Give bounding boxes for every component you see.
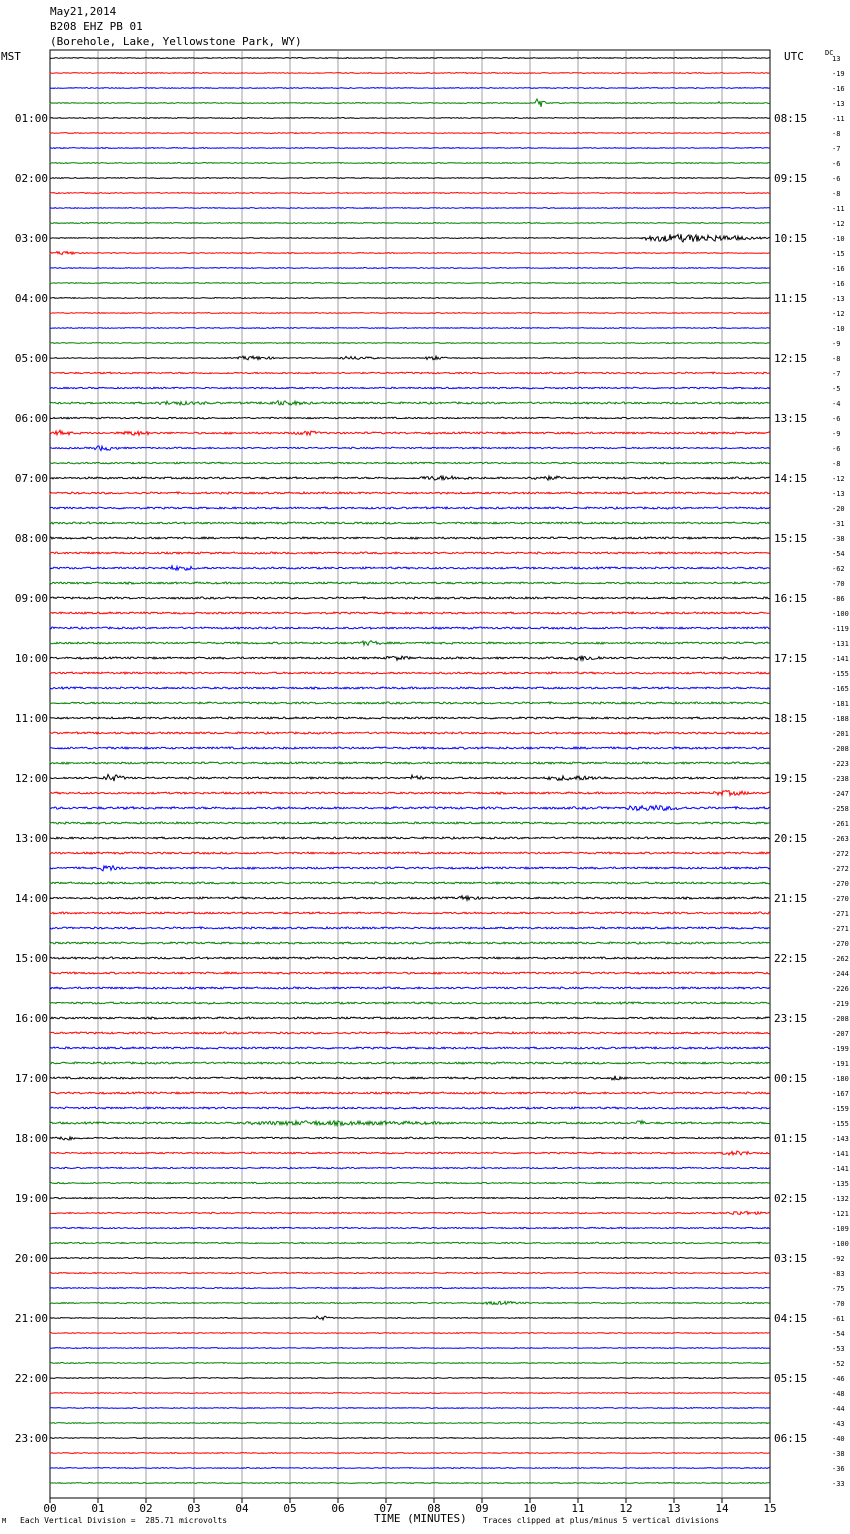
- seismic-trace: [50, 73, 770, 74]
- seismic-trace: [50, 163, 770, 164]
- dc-offset-label: -19: [832, 70, 845, 78]
- mst-hour-label: 22:00: [14, 1372, 48, 1385]
- utc-hour-label: 23:15: [774, 1012, 808, 1025]
- seismic-trace: [50, 717, 770, 719]
- seismic-trace: [50, 58, 770, 59]
- x-tick-label: 04: [235, 1502, 249, 1515]
- seismic-trace: [50, 417, 770, 419]
- seismic-trace: [50, 1167, 770, 1168]
- seismic-trace: [50, 234, 770, 242]
- seismic-trace: [50, 1483, 770, 1484]
- seismic-trace: [50, 852, 770, 854]
- dc-offset-label: -38: [832, 535, 845, 543]
- footer-mark: M: [2, 1517, 7, 1525]
- dc-offset-label: -141: [832, 1165, 849, 1173]
- mst-hour-label: 12:00: [14, 772, 48, 785]
- seismic-trace: [50, 1032, 770, 1034]
- dc-offset-label: -135: [832, 1180, 849, 1188]
- seismic-trace: [50, 790, 770, 795]
- dc-offset-label: -270: [832, 895, 849, 903]
- seismic-trace: [50, 1468, 770, 1469]
- dc-offset-label: -36: [832, 1465, 845, 1473]
- dc-offset-label: -272: [832, 850, 849, 858]
- mst-hour-label: 10:00: [14, 652, 48, 665]
- dc-offset-label: -9: [832, 340, 841, 348]
- dc-offset-label: -5: [832, 385, 841, 393]
- x-tick-label: 07: [379, 1502, 393, 1515]
- dc-offset-label: -83: [832, 1270, 845, 1278]
- seismic-trace: [50, 912, 770, 914]
- seismic-trace: [50, 1002, 770, 1004]
- dc-offset-label: -131: [832, 640, 849, 648]
- seismic-trace: [50, 178, 770, 179]
- mst-hour-label: 21:00: [14, 1312, 48, 1325]
- seismic-trace: [50, 1393, 770, 1394]
- x-tick-label: 06: [331, 1502, 345, 1515]
- utc-hour-label: 04:15: [774, 1312, 808, 1325]
- clip-note: Traces clipped at plus/minus 5 vertical divisions: [483, 1516, 720, 1525]
- seismic-trace: [50, 387, 770, 389]
- x-tick-label: 05: [283, 1502, 297, 1515]
- dc-offset-label: -181: [832, 700, 849, 708]
- seismic-trace: [50, 313, 770, 314]
- seismic-trace: [50, 566, 770, 571]
- seismic-trace: [50, 401, 770, 405]
- dc-offset-label: -8: [832, 460, 841, 468]
- dc-offset-label: -61: [832, 1315, 845, 1323]
- seismic-trace: [50, 656, 770, 661]
- utc-hour-label: 18:15: [774, 712, 808, 725]
- utc-hour-label: 20:15: [774, 832, 808, 845]
- dc-offset-label: -6: [832, 160, 841, 168]
- seismic-trace: [50, 732, 770, 734]
- dc-offset-label: -20: [832, 505, 845, 513]
- seismic-trace: [50, 268, 770, 269]
- header-station: B208 EHZ PB 01: [50, 20, 143, 33]
- x-tick-label: 12: [619, 1502, 633, 1515]
- dc-offset-label: -10: [832, 235, 845, 243]
- seismic-trace: [50, 148, 770, 149]
- mst-hour-label: 09:00: [14, 592, 48, 605]
- dc-offset-label: -219: [832, 1000, 849, 1008]
- seismic-trace: [50, 1438, 770, 1439]
- dc-offset-label: -13: [832, 295, 845, 303]
- dc-offset-label: -261: [832, 820, 849, 828]
- dc-offset-label: -100: [832, 610, 849, 618]
- seismic-trace: [50, 492, 770, 494]
- mst-hour-label: 02:00: [14, 172, 48, 185]
- dc-offset-label: -262: [832, 955, 849, 963]
- seismic-trace: [50, 627, 770, 629]
- utc-hour-label: 05:15: [774, 1372, 808, 1385]
- seismic-trace: [50, 507, 770, 509]
- seismic-trace: [50, 1408, 770, 1409]
- seismic-trace: [50, 866, 770, 871]
- seismic-trace: [50, 99, 770, 107]
- x-axis-title: TIME (MINUTES): [374, 1512, 467, 1525]
- seismic-trace: [50, 927, 770, 929]
- dc-offset-label: -40: [832, 1435, 845, 1443]
- dc-offset-label: -10: [832, 325, 845, 333]
- mst-hour-label: 04:00: [14, 292, 48, 305]
- seismic-trace: [50, 837, 770, 839]
- seismic-trace: [50, 1151, 770, 1155]
- seismic-trace: [50, 462, 770, 464]
- seismic-trace: [50, 372, 770, 374]
- seismic-trace: [50, 133, 770, 134]
- utc-hour-label: 19:15: [774, 772, 808, 785]
- dc-offset-label: 13: [832, 55, 841, 63]
- dc-offset-label: -270: [832, 880, 849, 888]
- seismic-trace: [50, 1137, 770, 1140]
- seismic-trace: [50, 942, 770, 944]
- dc-offset-label: -207: [832, 1030, 849, 1038]
- dc-offset-label: -6: [832, 415, 841, 423]
- dc-offset-label: -6: [832, 175, 841, 183]
- utc-hour-label: 10:15: [774, 232, 808, 245]
- seismic-trace: [50, 446, 770, 451]
- x-tick-label: 00: [43, 1502, 57, 1515]
- utc-hour-label: 06:15: [774, 1432, 808, 1445]
- dc-offset-label: -16: [832, 280, 845, 288]
- dc-offset-label: -201: [832, 730, 849, 738]
- header-location: (Borehole, Lake, Yellowstone Park, WY): [50, 35, 302, 48]
- seismic-trace: [50, 343, 770, 344]
- dc-offset-label: -38: [832, 1450, 845, 1458]
- x-tick-label: 02: [139, 1502, 153, 1515]
- dc-offset-label: -15: [832, 250, 845, 258]
- mst-hour-label: 08:00: [14, 532, 48, 545]
- dc-offset-label: -54: [832, 1330, 845, 1338]
- seismic-trace: [50, 822, 770, 824]
- seismic-trace: [50, 702, 770, 704]
- dc-offset-label: -119: [832, 625, 849, 633]
- dc-offset-label: -180: [832, 1075, 849, 1083]
- mst-hour-label: 07:00: [14, 472, 48, 485]
- seismic-trace: [50, 356, 770, 360]
- seismic-trace: [50, 957, 770, 959]
- seismic-trace: [50, 972, 770, 974]
- dc-offset-label: -141: [832, 655, 849, 663]
- dc-offset-label: -223: [832, 760, 849, 768]
- seismic-trace: [50, 1076, 770, 1080]
- dc-offset-label: -109: [832, 1225, 849, 1233]
- dc-offset-label: -86: [832, 595, 845, 603]
- x-tick-label: 10: [523, 1502, 537, 1515]
- seismic-trace: [50, 1287, 770, 1288]
- dc-offset-label: -31: [832, 520, 845, 528]
- x-tick-label: 14: [715, 1502, 729, 1515]
- mst-hour-label: 14:00: [14, 892, 48, 905]
- dc-offset-label: -165: [832, 685, 849, 693]
- dc-offset-label: -48: [832, 1390, 845, 1398]
- dc-offset-label: -191: [832, 1060, 849, 1068]
- dc-offset-label: -53: [832, 1345, 845, 1353]
- dc-offset-label: -208: [832, 745, 849, 753]
- dc-offset-label: -11: [832, 115, 845, 123]
- seismic-trace: [50, 1107, 770, 1109]
- seismic-trace: [50, 1316, 770, 1320]
- mst-hour-label: 16:00: [14, 1012, 48, 1025]
- vertical-division-note: Each Vertical Division = 285.71 microvolts: [20, 1516, 228, 1525]
- dc-offset-label: -167: [832, 1090, 849, 1098]
- dc-offset-label: -155: [832, 670, 849, 678]
- utc-hour-label: 22:15: [774, 952, 808, 965]
- dc-offset-label: -141: [832, 1150, 849, 1158]
- utc-hour-label: 00:15: [774, 1072, 808, 1085]
- seismic-trace: [50, 896, 770, 900]
- dc-offset-label: -8: [832, 190, 841, 198]
- seismic-trace: [50, 1301, 770, 1304]
- dc-offset-label: -244: [832, 970, 849, 978]
- seismic-trace: [50, 328, 770, 329]
- seismic-trace: [50, 1017, 770, 1019]
- mst-hour-label: 18:00: [14, 1132, 48, 1145]
- dc-offset-label: -155: [832, 1120, 849, 1128]
- dc-offset-label: -7: [832, 145, 841, 153]
- seismic-trace: [50, 1211, 770, 1214]
- seismic-trace: [50, 537, 770, 539]
- seismic-trace: [50, 987, 770, 989]
- x-tick-label: 13: [667, 1502, 681, 1515]
- seismic-trace: [50, 1333, 770, 1334]
- utc-hour-label: 03:15: [774, 1252, 808, 1265]
- dc-offset-label: -4: [832, 400, 841, 408]
- utc-hour-label: 15:15: [774, 532, 808, 545]
- dc-offset-label: -238: [832, 775, 849, 783]
- dc-label: DC: [825, 49, 834, 57]
- seismic-trace: [50, 597, 770, 599]
- mst-hour-label: 23:00: [14, 1432, 48, 1445]
- seismic-trace: [50, 283, 770, 284]
- seismic-trace: [50, 747, 770, 749]
- dc-offset-label: -6: [832, 445, 841, 453]
- dc-offset-label: -75: [832, 1285, 845, 1293]
- seismic-trace: [50, 223, 770, 224]
- dc-offset-label: -258: [832, 805, 849, 813]
- seismic-trace: [50, 1363, 770, 1364]
- dc-offset-label: -70: [832, 580, 845, 588]
- x-tick-label: 11: [571, 1502, 585, 1515]
- x-tick-label: 15: [763, 1502, 777, 1515]
- seismic-trace: [50, 1423, 770, 1424]
- mst-hour-label: 20:00: [14, 1252, 48, 1265]
- dc-offset-label: -70: [832, 1300, 845, 1308]
- seismic-trace: [50, 1197, 770, 1198]
- dc-offset-label: -7: [832, 370, 841, 378]
- mst-label: MST: [1, 50, 21, 63]
- dc-offset-label: -9: [832, 430, 841, 438]
- utc-hour-label: 01:15: [774, 1132, 808, 1145]
- seismic-trace: [50, 1257, 770, 1258]
- utc-hour-label: 08:15: [774, 112, 808, 125]
- dc-offset-label: -270: [832, 940, 849, 948]
- dc-offset-label: -208: [832, 1015, 849, 1023]
- seismic-trace: [50, 476, 770, 480]
- seismic-trace: [50, 612, 770, 614]
- mst-hour-label: 03:00: [14, 232, 48, 245]
- seismic-trace: [50, 208, 770, 209]
- dc-offset-label: -247: [832, 790, 849, 798]
- seismic-trace: [50, 1121, 770, 1126]
- dc-offset-label: -100: [832, 1240, 849, 1248]
- dc-offset-label: -159: [832, 1105, 849, 1113]
- utc-hour-label: 16:15: [774, 592, 808, 605]
- seismic-trace: [50, 1227, 770, 1229]
- dc-offset-label: -11: [832, 205, 845, 213]
- seismic-trace: [50, 762, 770, 764]
- mst-hour-label: 15:00: [14, 952, 48, 965]
- seismic-trace: [50, 298, 770, 299]
- mst-hour-label: 06:00: [14, 412, 48, 425]
- utc-hour-label: 02:15: [774, 1192, 808, 1205]
- dc-offset-label: -33: [832, 1480, 845, 1488]
- seismic-trace: [50, 672, 770, 674]
- utc-hour-label: 12:15: [774, 352, 808, 365]
- dc-offset-label: -12: [832, 310, 845, 318]
- utc-hour-label: 09:15: [774, 172, 808, 185]
- x-tick-label: 01: [91, 1502, 105, 1515]
- seismic-trace: [50, 251, 770, 254]
- header-date: May21,2014: [50, 5, 117, 18]
- utc-hour-label: 13:15: [774, 412, 808, 425]
- utc-hour-label: 11:15: [774, 292, 808, 305]
- dc-offset-label: -263: [832, 835, 849, 843]
- dc-offset-label: -92: [832, 1255, 845, 1263]
- dc-offset-label: -8: [832, 355, 841, 363]
- dc-offset-label: -199: [832, 1045, 849, 1053]
- seismic-trace: [50, 118, 770, 119]
- dc-offset-label: -54: [832, 550, 845, 558]
- seismic-trace: [50, 193, 770, 194]
- dc-offset-label: -272: [832, 865, 849, 873]
- mst-hour-label: 11:00: [14, 712, 48, 725]
- seismic-trace: [50, 882, 770, 884]
- seismic-trace: [50, 775, 770, 782]
- x-tick-label: 08: [427, 1502, 441, 1515]
- x-tick-label: 09: [475, 1502, 489, 1515]
- seismic-trace: [50, 1092, 770, 1094]
- dc-offset-label: -16: [832, 265, 845, 273]
- dc-offset-label: -13: [832, 100, 845, 108]
- dc-offset-label: -271: [832, 925, 849, 933]
- dc-offset-label: -43: [832, 1420, 845, 1428]
- seismic-trace: [50, 806, 770, 811]
- seismic-trace: [50, 1242, 770, 1244]
- seismic-trace: [50, 1453, 770, 1454]
- mst-hour-label: 19:00: [14, 1192, 48, 1205]
- seismic-trace: [50, 1272, 770, 1273]
- dc-offset-label: -44: [832, 1405, 845, 1413]
- seismic-trace: [50, 1378, 770, 1379]
- mst-hour-label: 01:00: [14, 112, 48, 125]
- seismic-trace: [50, 552, 770, 554]
- seismic-trace: [50, 687, 770, 689]
- dc-offset-label: -16: [832, 85, 845, 93]
- dc-offset-label: -132: [832, 1195, 849, 1203]
- dc-offset-label: -8: [832, 130, 841, 138]
- seismic-trace: [50, 88, 770, 89]
- seismic-trace: [50, 1047, 770, 1049]
- mst-hour-label: 05:00: [14, 352, 48, 365]
- x-tick-label: 03: [187, 1502, 201, 1515]
- dc-offset-label: -52: [832, 1360, 845, 1368]
- seismic-trace: [50, 430, 770, 435]
- dc-offset-label: -226: [832, 985, 849, 993]
- dc-offset-label: -121: [832, 1210, 849, 1218]
- dc-offset-label: -12: [832, 475, 845, 483]
- dc-offset-label: -271: [832, 910, 849, 918]
- dc-offset-label: -143: [832, 1135, 849, 1143]
- seismic-trace: [50, 1348, 770, 1349]
- dc-offset-label: -62: [832, 565, 845, 573]
- dc-offset-label: -13: [832, 490, 845, 498]
- dc-offset-label: -188: [832, 715, 849, 723]
- seismic-trace: [50, 641, 770, 646]
- mst-hour-label: 17:00: [14, 1072, 48, 1085]
- seismic-trace: [50, 1062, 770, 1064]
- dc-offset-label: -12: [832, 220, 845, 228]
- mst-hour-label: 13:00: [14, 832, 48, 845]
- utc-hour-label: 17:15: [774, 652, 808, 665]
- utc-label: UTC: [784, 50, 804, 63]
- utc-hour-label: 14:15: [774, 472, 808, 485]
- seismic-trace: [50, 1182, 770, 1184]
- utc-hour-label: 21:15: [774, 892, 808, 905]
- dc-offset-label: -46: [832, 1375, 845, 1383]
- seismic-trace: [50, 522, 770, 524]
- seismic-trace: [50, 582, 770, 584]
